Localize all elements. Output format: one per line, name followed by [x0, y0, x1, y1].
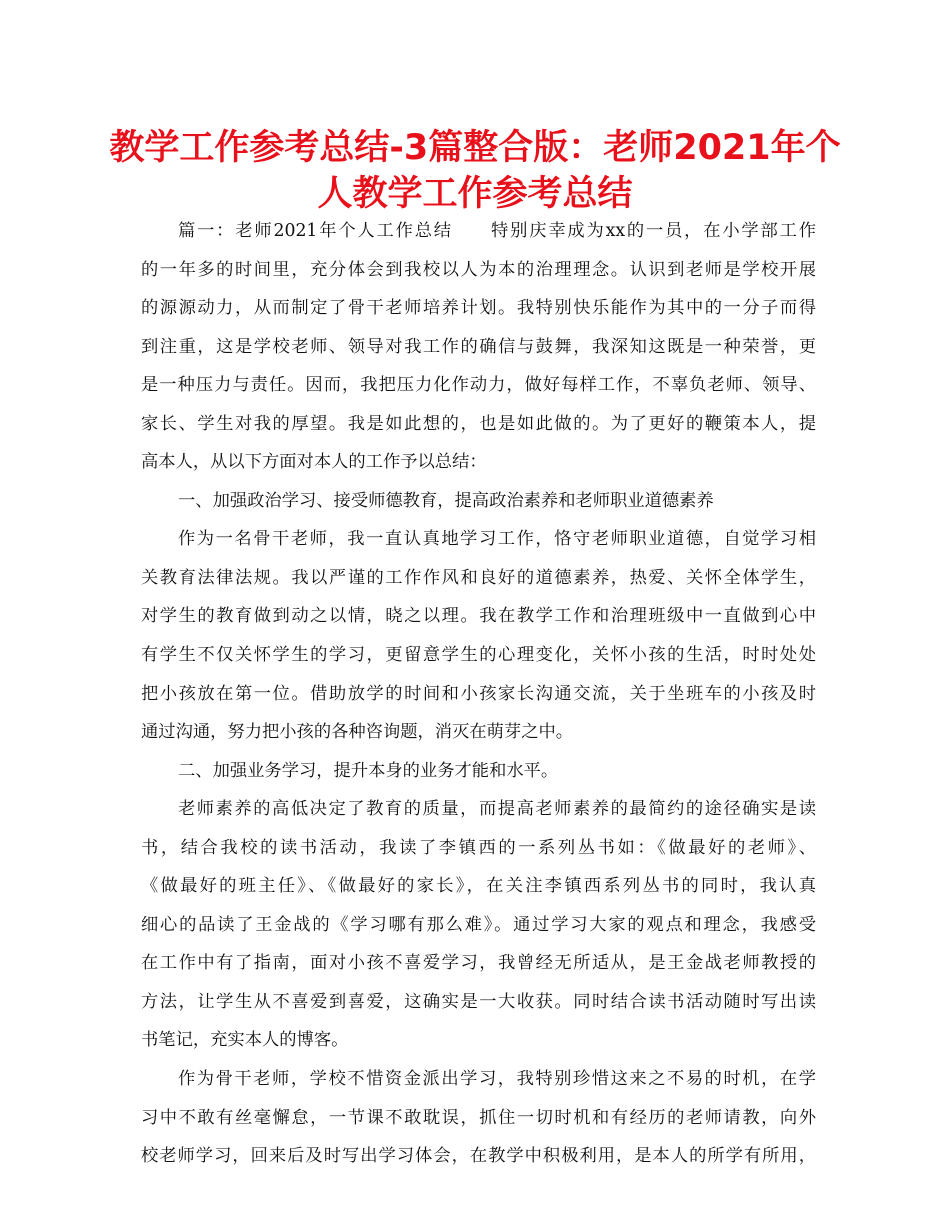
text-line: 家长、学生对我的厚望。我是如此想的，也是如此做的。为了更好的鞭策本人，提 [141, 413, 816, 434]
text-line: 关教育法律法规。我以严谨的工作作风和良好的道德素养，热爱、关怀全体学生， [141, 567, 816, 588]
text-line: 的一年多的时间里，充分体会到我校以人为本的治理理念。认识到老师是学校开展 [141, 259, 816, 280]
text-line: 把小孩放在第一位。借助放学的时间和小孩家长沟通交流，关于坐班车的小孩及时 [141, 683, 816, 704]
text-line: 是一种压力与责任。因而，我把压力化作动力，做好每样工作，不辜负老师、领导、 [141, 375, 816, 396]
document-body [141, 212, 816, 1176]
text-line: 二、加强业务学习，提升本身的业务才能和水平。 [178, 760, 559, 781]
text-line: 到注重，这是学校老师、领导对我工作的确信与鼓舞，我深知这既是一种荣誉，更 [141, 336, 816, 357]
text-line: 细心的品读了王金战的《学习哪有那么难》。通过学习大家的观点和理念，我感受 [141, 914, 816, 935]
text-line: 作为骨干老师，学校不惜资金派出学习，我特别珍惜这来之不易的时机，在学 [178, 1069, 816, 1090]
text-line: 老师素养的高低决定了教育的质量，而提高老师素养的最简约的途径确实是读 [178, 799, 816, 820]
text-line: 书笔记，充实本人的博客。 [141, 1030, 349, 1051]
text-line: 作为一名骨干老师，我一直认真地学习工作，恪守老师职业道德，自觉学习相 [178, 529, 816, 550]
text-line: 方法，让学生从不喜爱到喜爱，这确实是一大收获。同时结合读书活动随时写出读 [141, 991, 816, 1012]
text-line: 校老师学习，回来后及时写出学习体会，在教学中积极利用，是本人的所学有所用， [141, 1146, 816, 1167]
text-line: 篇一：老师2021年个人工作总结 特别庆幸成为xx的一员，在小学部工作 [178, 221, 816, 241]
document-title-line-2: 人教学工作参考总结 [317, 174, 633, 214]
text-line: 对学生的教育做到动之以情，晓之以理。我在教学工作和治理班级中一直做到心中 [141, 606, 816, 627]
text-line: 高本人，从以下方面对本人的工作予以总结： [141, 452, 487, 473]
text-line: 一、加强政治学习、接受师德教育，提高政治素养和老师职业道德素养 [178, 490, 714, 511]
text-line: 书，结合我校的读书活动，我读了李镇西的一系列丛书如：《做最好的老师》、 [141, 837, 816, 858]
text-line: 习中不敢有丝毫懈怠，一节课不敢耽误，抓住一切时机和有经历的老师请教，向外 [141, 1107, 816, 1128]
text-line: 的源源动力，从而制定了骨干老师培养计划。我特别快乐能作为其中的一分子而得 [141, 298, 816, 319]
text-line: 在工作中有了指南，面对小孩不喜爱学习，我曾经无所适从，是王金战老师教授的 [141, 953, 816, 974]
document-title-line-1: 教学工作参考总结-3篇整合版：老师2021年个 [109, 128, 841, 168]
text-line: 有学生不仅关怀学生的学习，更留意学生的心理变化，关怀小孩的生活，时时处处 [141, 645, 816, 666]
text-line: 《做最好的班主任》、《做最好的家长》，在关注李镇西系列丛书的同时，我认真 [141, 876, 816, 897]
text-line: 通过沟通，努力把小孩的各种咨询题，消灭在萌芽之中。 [141, 722, 574, 743]
